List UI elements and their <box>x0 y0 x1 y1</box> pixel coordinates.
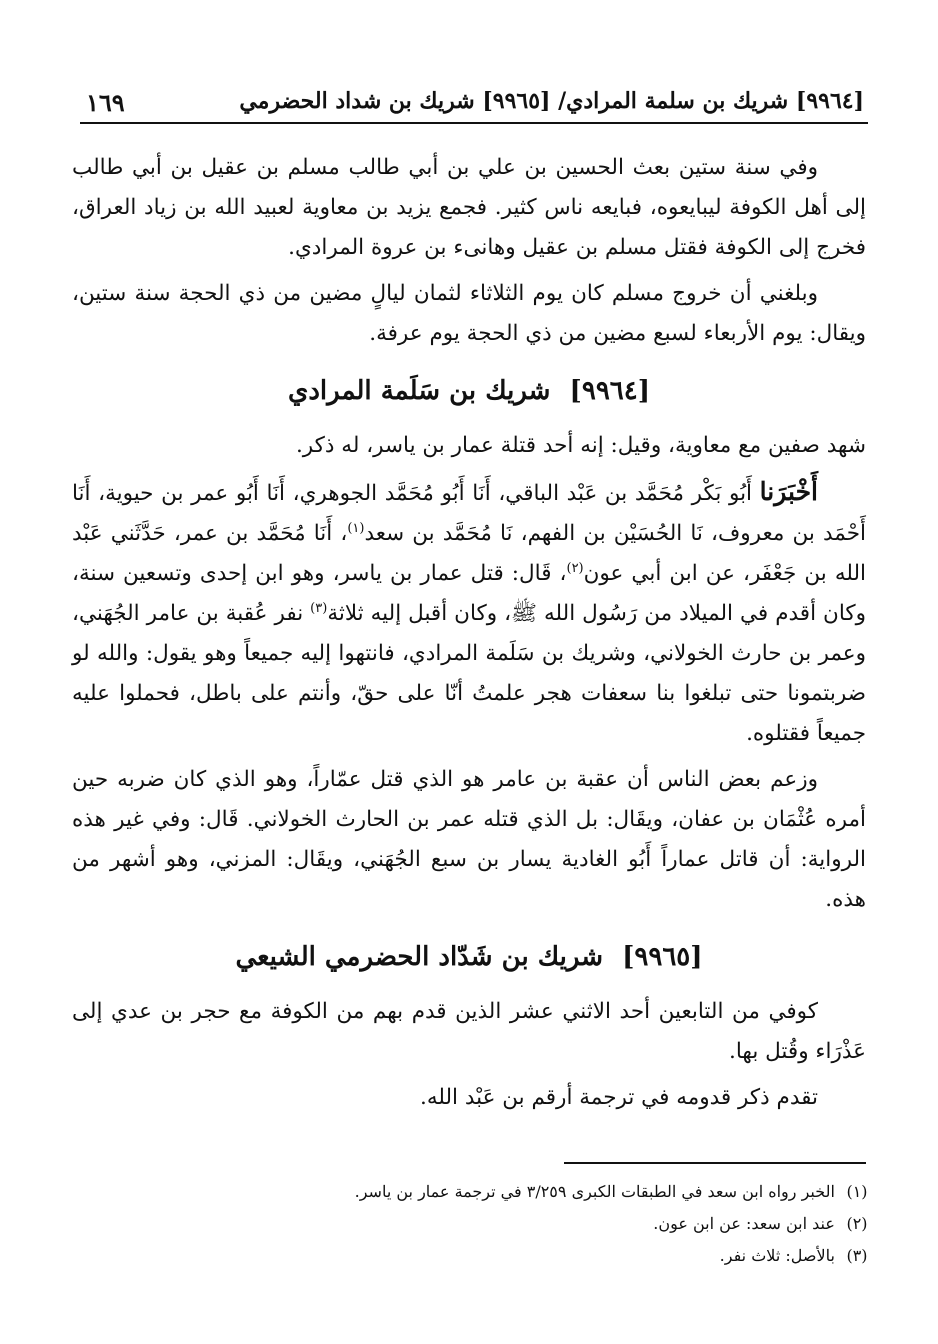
footnotes <box>72 1176 874 1272</box>
entry-heading-9964 <box>72 368 866 414</box>
page-header <box>80 82 868 124</box>
paragraph: تقدم ذكر قدومه في ترجمة أرقم بن عَبْد الله. <box>420 1085 818 1110</box>
footnote-number: (٣) <box>846 1246 868 1265</box>
paragraph: وبلغني أن خروج مسلم كان يوم الثلاثاء لثمان ليالٍ مضين من ذي الحجة سنة ستين، ويقال: يوم الأربعاء لسبع مضين من ذي الحجة يوم عرفة. <box>72 281 866 346</box>
footnote-separator <box>564 1162 866 1164</box>
page-number: ١٦٩ <box>86 88 125 117</box>
paragraph: شهد صفين مع معاوية، وقيل: إنه أحد قتلة عمار بن ياسر، له ذكر. <box>295 433 866 458</box>
footnote-text: بالأصل: ثلاث نفر. <box>719 1246 835 1265</box>
footnote-text: عند ابن سعد: عن ابن عون. <box>653 1214 835 1233</box>
isnad-paragraph <box>72 472 866 754</box>
text-run: ، أَنَا مُحَمَّد بن عمر، حَدَّثَني عَبْد الله بن جَعْفَر، عن ابن أبي عون <box>72 521 866 586</box>
entry-number: [٩٩٦٥] <box>622 942 703 972</box>
footnote-ref-1: (١) <box>347 520 365 536</box>
text-run: نفر عُقبة بن عامر الجُهَني، وعمر بن حارث الخولاني، وشريك بن سَلَمة المرادي، فانتهوا إليه جميعاً وهو يقول: والله لو ضربتمونا حتى تبلغوا بنا سعفات هجر علمتُ أنّا على حقّ، وأنتم على باطل، فحملوا عليه جميعاً فقتلوه. <box>72 601 866 746</box>
footnote <box>72 1208 874 1240</box>
footnote <box>72 1176 874 1208</box>
footnote-text: الخبر رواه ابن سعد في الطبقات الكبرى ٣/٢٥٩ في ترجمة عمار بن ياسر. <box>354 1182 835 1201</box>
paragraph: وفي سنة ستين بعث الحسين بن علي بن أبي طالب مسلم بن عقيل بن أبي طالب إلى أهل الكوفة ليبايعوه، فبايعه ناس كثير. فجمع يزيد بن معاوية لعبيد الله بن زياد العراق، فخرج إلى الكوفة فقتل مسلم بن عقيل وهانىء بن عروة المرادي. <box>72 155 866 260</box>
entry-title: شريك بن شَدّاد الحضرمي الشيعي <box>235 942 604 972</box>
footnote-ref-3: (٣) <box>310 600 328 616</box>
text-run: أَبُو بَكْر مُحَمَّد بن عَبْد الباقي، أَنَا أَبُو مُحَمَّد الجوهري، أَنَا أَبُو عمر بن حيوية، أَنَا أَحْمَد بن معروف، نَا الحُسَيْن بن الفهم، نَا مُحَمَّد بن سعد <box>72 481 866 546</box>
main-text <box>72 148 866 1124</box>
paragraph: وزعم بعض الناس أن عقبة بن عامر هو الذي قتل عمّاراً، وهو الذي كان ضربه حين أمره عُثْمَان بن عفان، ويقَال: بل الذي قتله عمر بن الحارث الخولاني. قَال: وفي غير هذه الرواية: أن قاتل عماراً أَبُو الغادية يسار بن سبع الجُهَني، ويقَال: المزني، وهو أشهر من هذه. <box>72 767 866 912</box>
footnote-number: (٢) <box>846 1214 868 1233</box>
running-title: [٩٩٦٤] شريك بن سلمة المرادي/ [٩٩٦٥] شريك بن شداد الحضرمي <box>239 88 864 114</box>
entry-heading-9965 <box>72 934 866 980</box>
text-run: ، قَال: قتل عمار بن ياسر، وهو ابن إحدى وتسعين سنة، وكان أقدم في الميلاد من رَسُول الله ﷺ، وكان أقبل إليه ثلاثة <box>72 561 866 626</box>
footnote-number: (١) <box>846 1182 868 1201</box>
entry-number: [٩٩٦٤] <box>569 376 651 406</box>
paragraph: كوفي من التابعين أحد الاثني عشر الذين قدم بهم من الكوفة مع حجر بن عدي إلى عَذْرَاء وقُتل بها. <box>72 999 866 1064</box>
footnote <box>72 1240 874 1272</box>
entry-title: شريك بن سَلَمة المرادي <box>287 376 551 406</box>
akhbarana-keyword: أَخْبَرَنا <box>759 477 818 506</box>
footnote-ref-2: (٢) <box>566 560 584 576</box>
